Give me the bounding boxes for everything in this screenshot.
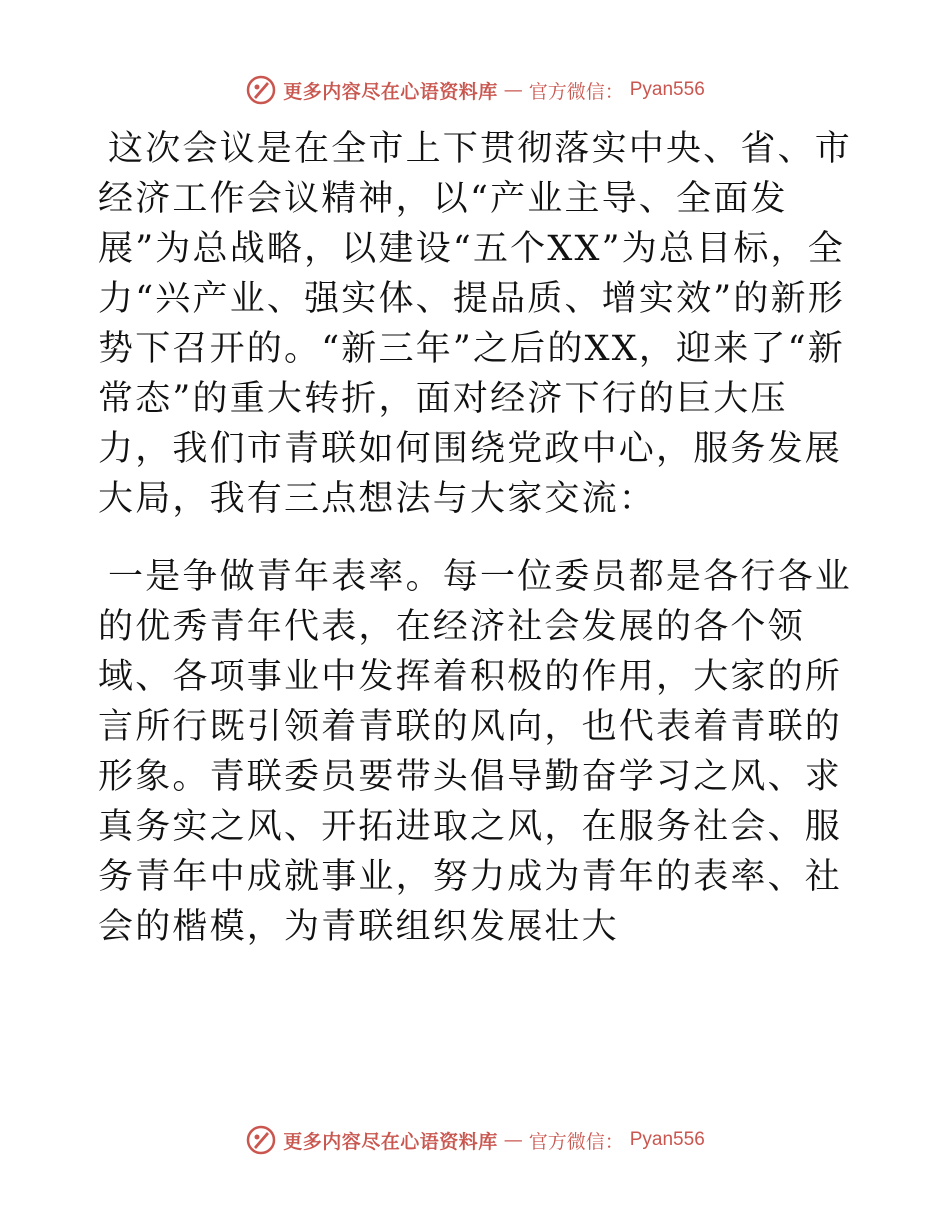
watermark-separator: — — [503, 79, 523, 101]
watermark-site-text: 更多内容尽在心语资料库 — [283, 1130, 498, 1153]
quill-logo-icon — [245, 74, 277, 106]
watermark-site-text: 更多内容尽在心语资料库 — [283, 80, 498, 103]
quill-logo-icon — [245, 1124, 277, 1156]
paragraph-intro: 这次会议是在全市上下贯彻落实中央、省、市经济工作会议精神，以“产业主导、全面发展”为总战略，以建设“五个XX”为总目标，全力“兴产业、强实体、提品质、增实效”的新形势下召开的。“新三年”之后的XX，迎来了“新常态”的重大转折，面对经济下行的巨大压力，我们市青联如何围绕党政中心，服务发展大局，我有三点想法与大家交流： — [98, 129, 853, 519]
document-body — [98, 124, 858, 980]
watermark-contact-label: 官方微信： — [528, 1130, 624, 1153]
watermark-handle: Pyan556 — [629, 1129, 705, 1150]
watermark-contact-label: 官方微信： — [528, 80, 624, 103]
paragraph-point-one: 一是争做青年表率。每一位委员都是各行各业的优秀青年代表，在经济社会发展的各个领域、各项事业中发挥着积极的作用，大家的所言所行既引领着青联的风向，也代表着青联的形象。青联委员要带头倡导勤奋学习之风、求真务实之风、开拓进取之风，在服务社会、服务青年中成就事业，努力成为青年的表率、社会的楷模，为青联组织发展壮大 — [98, 557, 853, 947]
header-watermark — [0, 72, 950, 108]
footer-watermark — [0, 1122, 950, 1158]
watermark-separator: — — [503, 1129, 523, 1151]
watermark-handle: Pyan556 — [629, 79, 705, 100]
